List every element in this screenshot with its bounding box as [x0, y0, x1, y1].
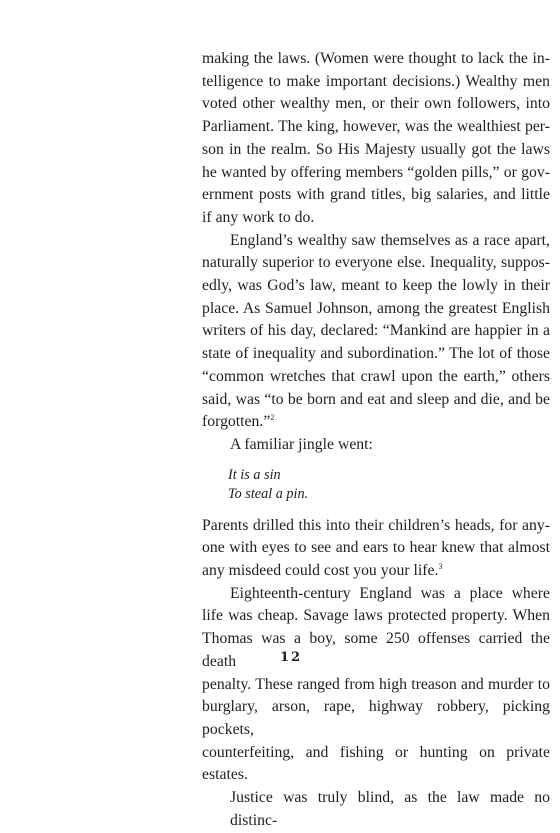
text-line: he wanted by offering members “golden pills,” or gov- [202, 163, 550, 181]
text-line: A familiar jingle went: [230, 435, 373, 453]
footnote-marker: 2 [270, 413, 275, 423]
text-line: said, was “to be born and eat and sleep and die, and be [202, 390, 550, 408]
text-line: making the laws. (Women were thought to lack the in- [202, 50, 550, 67]
text-line: Eighteenth-century England was a place where [230, 584, 550, 602]
paragraph-2 [202, 230, 550, 434]
text-line-content: any misdeed could cost you your life. [202, 562, 439, 580]
paragraph-3 [202, 434, 550, 457]
text-line: Thomas was a boy, some 250 offenses carried the death [202, 630, 550, 670]
text-line: Parliament. The king, however, was the wealthiest per- [202, 118, 550, 136]
text-line: son in the realm. So His Majesty usually got the laws [202, 140, 550, 158]
verse-line: To steal a pin. [228, 485, 309, 502]
paragraph-5 [202, 583, 550, 787]
text-line: “common wretches that crawl upon the earth,” others [202, 367, 550, 385]
text-line: edly, was God’s law, meant to keep the lowly in their [202, 277, 550, 295]
text-line: place. As Samuel Johnson, among the greatest English [202, 299, 550, 317]
book-page-body [202, 48, 550, 833]
text-line: Parents drilled this into their children’s heads, for any- [202, 516, 550, 534]
paragraph-6 [202, 787, 550, 832]
text-line-content: forgotten.” [202, 413, 271, 431]
text-line: writers of his day, declared: “Mankind are happier in a [202, 322, 550, 340]
text-line: telligence to make important decisions.) Wealthy men [202, 72, 550, 90]
paragraph-1 [202, 48, 550, 230]
text-line [202, 560, 550, 583]
text-line: counterfeiting, and fishing or hunting on private estates. [202, 743, 550, 784]
verse-line: It is a sin [228, 466, 281, 483]
text-line: penalty. These ranged from high treason and murder to [202, 675, 550, 693]
text-line: ernment posts with grand titles, big salaries, and little [202, 186, 550, 204]
text-line: naturally superior to everyone else. Inequality, suppos- [202, 254, 550, 272]
text-line [202, 411, 550, 434]
text-line: if any work to do. [202, 208, 315, 226]
text-line: one with eyes to see and ears to hear knew that almost [202, 539, 550, 557]
text-line: life was cheap. Savage laws protected property. When [202, 607, 550, 625]
paragraph-4 [202, 515, 550, 583]
text-line: burglary, arson, rape, highway robbery, picking pockets, [202, 698, 550, 738]
page-number: 12 [279, 650, 303, 665]
footnote-marker: 3 [438, 561, 443, 571]
text-line: Justice was truly blind, as the law made no distinc- [230, 789, 550, 829]
text-line: voted other wealthy men, or their own followers, into [202, 95, 550, 113]
text-line: state of inequality and subordination.” The lot of those [202, 345, 550, 363]
verse-block [228, 466, 550, 504]
text-line: England’s wealthy saw themselves as a race apart, [230, 231, 550, 249]
